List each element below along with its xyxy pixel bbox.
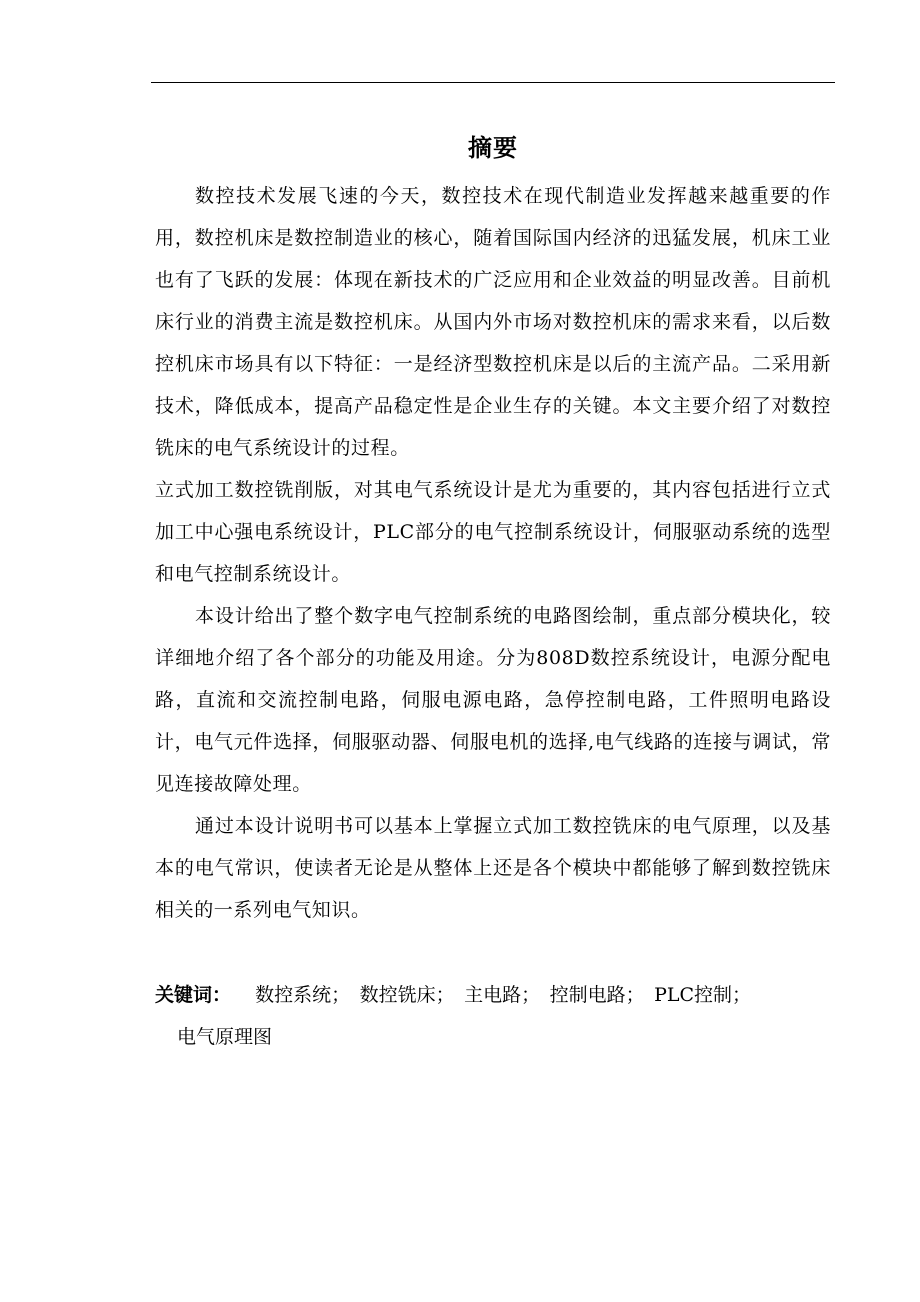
abstract-paragraph-3: 本设计给出了整个数字电气控制系统的电路图绘制，重点部分模块化，较详细地介绍了各个部分的功能及用途。分为808D数控系统设计，电源分配电路，直流和交流控制电路，伺服电源电路，急停控制电路，工件照明电路设计，电气元件选择，伺服驱动器、伺服电机的选择,电气线路的连接与调试，常见连接故障处理。 (155, 605, 831, 795)
abstract-paragraph-4: 通过本设计说明书可以基本上掌握立式加工数控铣床的电气原理，以及基本的电气常识，使读者无论是从整体上还是各个模块中都能够了解到数控铣床相关的一系列电气知识。 (155, 815, 831, 921)
abstract-paragraph-2: 立式加工数控铣削版，对其电气系统设计是尤为重要的，其内容包括进行立式加工中心强电系统设计，PLC部分的电气控制系统设计，伺服驱动系统的选型和电气控制系统设计。 (155, 479, 831, 585)
header-rule (151, 82, 835, 83)
abstract-paragraph-1: 数控技术发展飞速的今天，数控技术在现代制造业发挥越来越重要的作用，数控机床是数控制造业的核心，随着国际国内经济的迅猛发展，机床工业也有了飞跃的发展：体现在新技术的广泛应用和企业效益的明显改善。目前机床行业的消费主流是数控机床。从国内外市场对数控机床的需求来看，以后数控机床市场具有以下特征：一是经济型数控机床是以后的主流产品。二采用新技术，降低成本，提高产品稳定性是企业生存的关键。本文主要介绍了对数控铣床的电气系统设计的过程。 (155, 185, 831, 459)
keywords-section (155, 980, 855, 1048)
keywords-list: 数控系统； 数控铣床； 主电路； 控制电路； PLC控制； (255, 984, 752, 1006)
keywords-line-1 (155, 980, 855, 1007)
keywords-line-2: 电气原理图 (177, 1026, 273, 1048)
abstract-title: 摘要 (468, 134, 518, 162)
keywords-label: 关键词： (155, 984, 232, 1006)
